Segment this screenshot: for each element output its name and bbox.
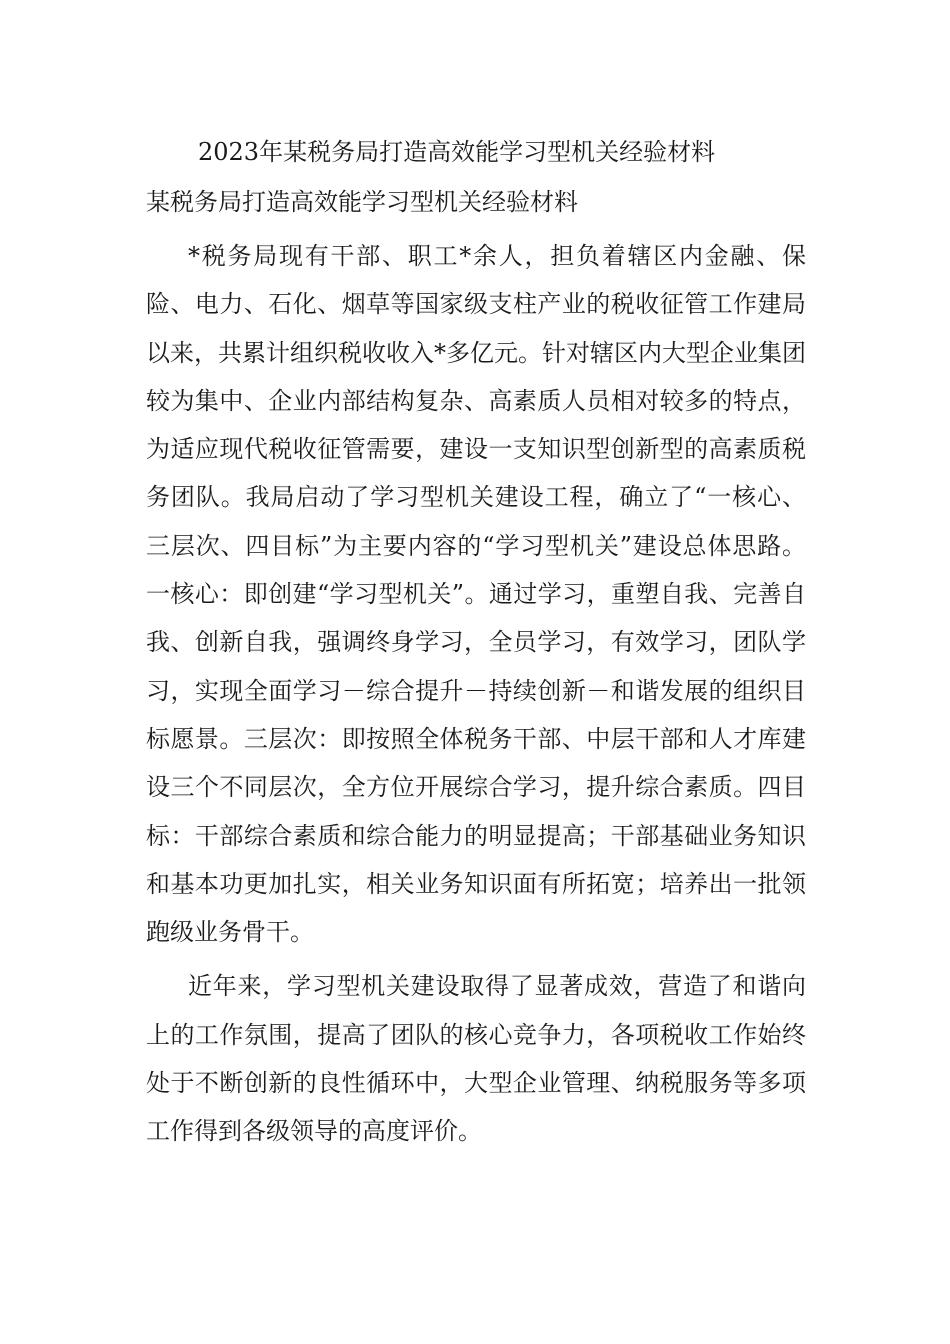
document-title: 2023年某税务局打造高效能学习型机关经验材料 xyxy=(198,138,716,166)
document-body xyxy=(146,130,806,1156)
body-paragraph-1: *税务局现有干部、职工*余人，担负着辖区内金融、保险、电力、石化、烟草等国家级支柱产业的税收征管工作建局以来，共累计组织税收收入*多亿元。针对辖区内大型企业集团较为集中、企业内部结构复杂、高素质人员相对较多的特点，为适应现代税收征管需要，建设一支知识型创新型的高素质税务团队。我局启动了学习型机关建设工程，确立了“一核心、三层次、四目标”为主要内容的“学习型机关”建设总体思路。一核心：即创建“学习型机关”。通过学习，重塑自我、完善自我、创新自我，强调终身学习，全员学习，有效学习，团队学习，实现全面学习－综合提升－持续创新－和谐发展的组织目标愿景。三层次：即按照全体税务干部、中层干部和人才库建设三个不同层次，全方位开展综合学习，提升综合素质。四目标：干部综合素质和综合能力的明显提高；干部基础业务知识和基本功更加扎实，相关业务知识面有所拓宽；培养出一批领跑级业务骨干。 xyxy=(146,242,806,947)
body-paragraph-2: 近年来，学习型机关建设取得了显著成效，营造了和谐向上的工作氛围，提高了团队的核心竞争力，各项税收工作始终处于不断创新的良性循环中，大型企业管理、纳税服务等多项工作得到各级领导的高度评价。 xyxy=(146,972,806,1146)
document-subtitle: 某税务局打造高效能学习型机关经验材料 xyxy=(146,188,578,216)
